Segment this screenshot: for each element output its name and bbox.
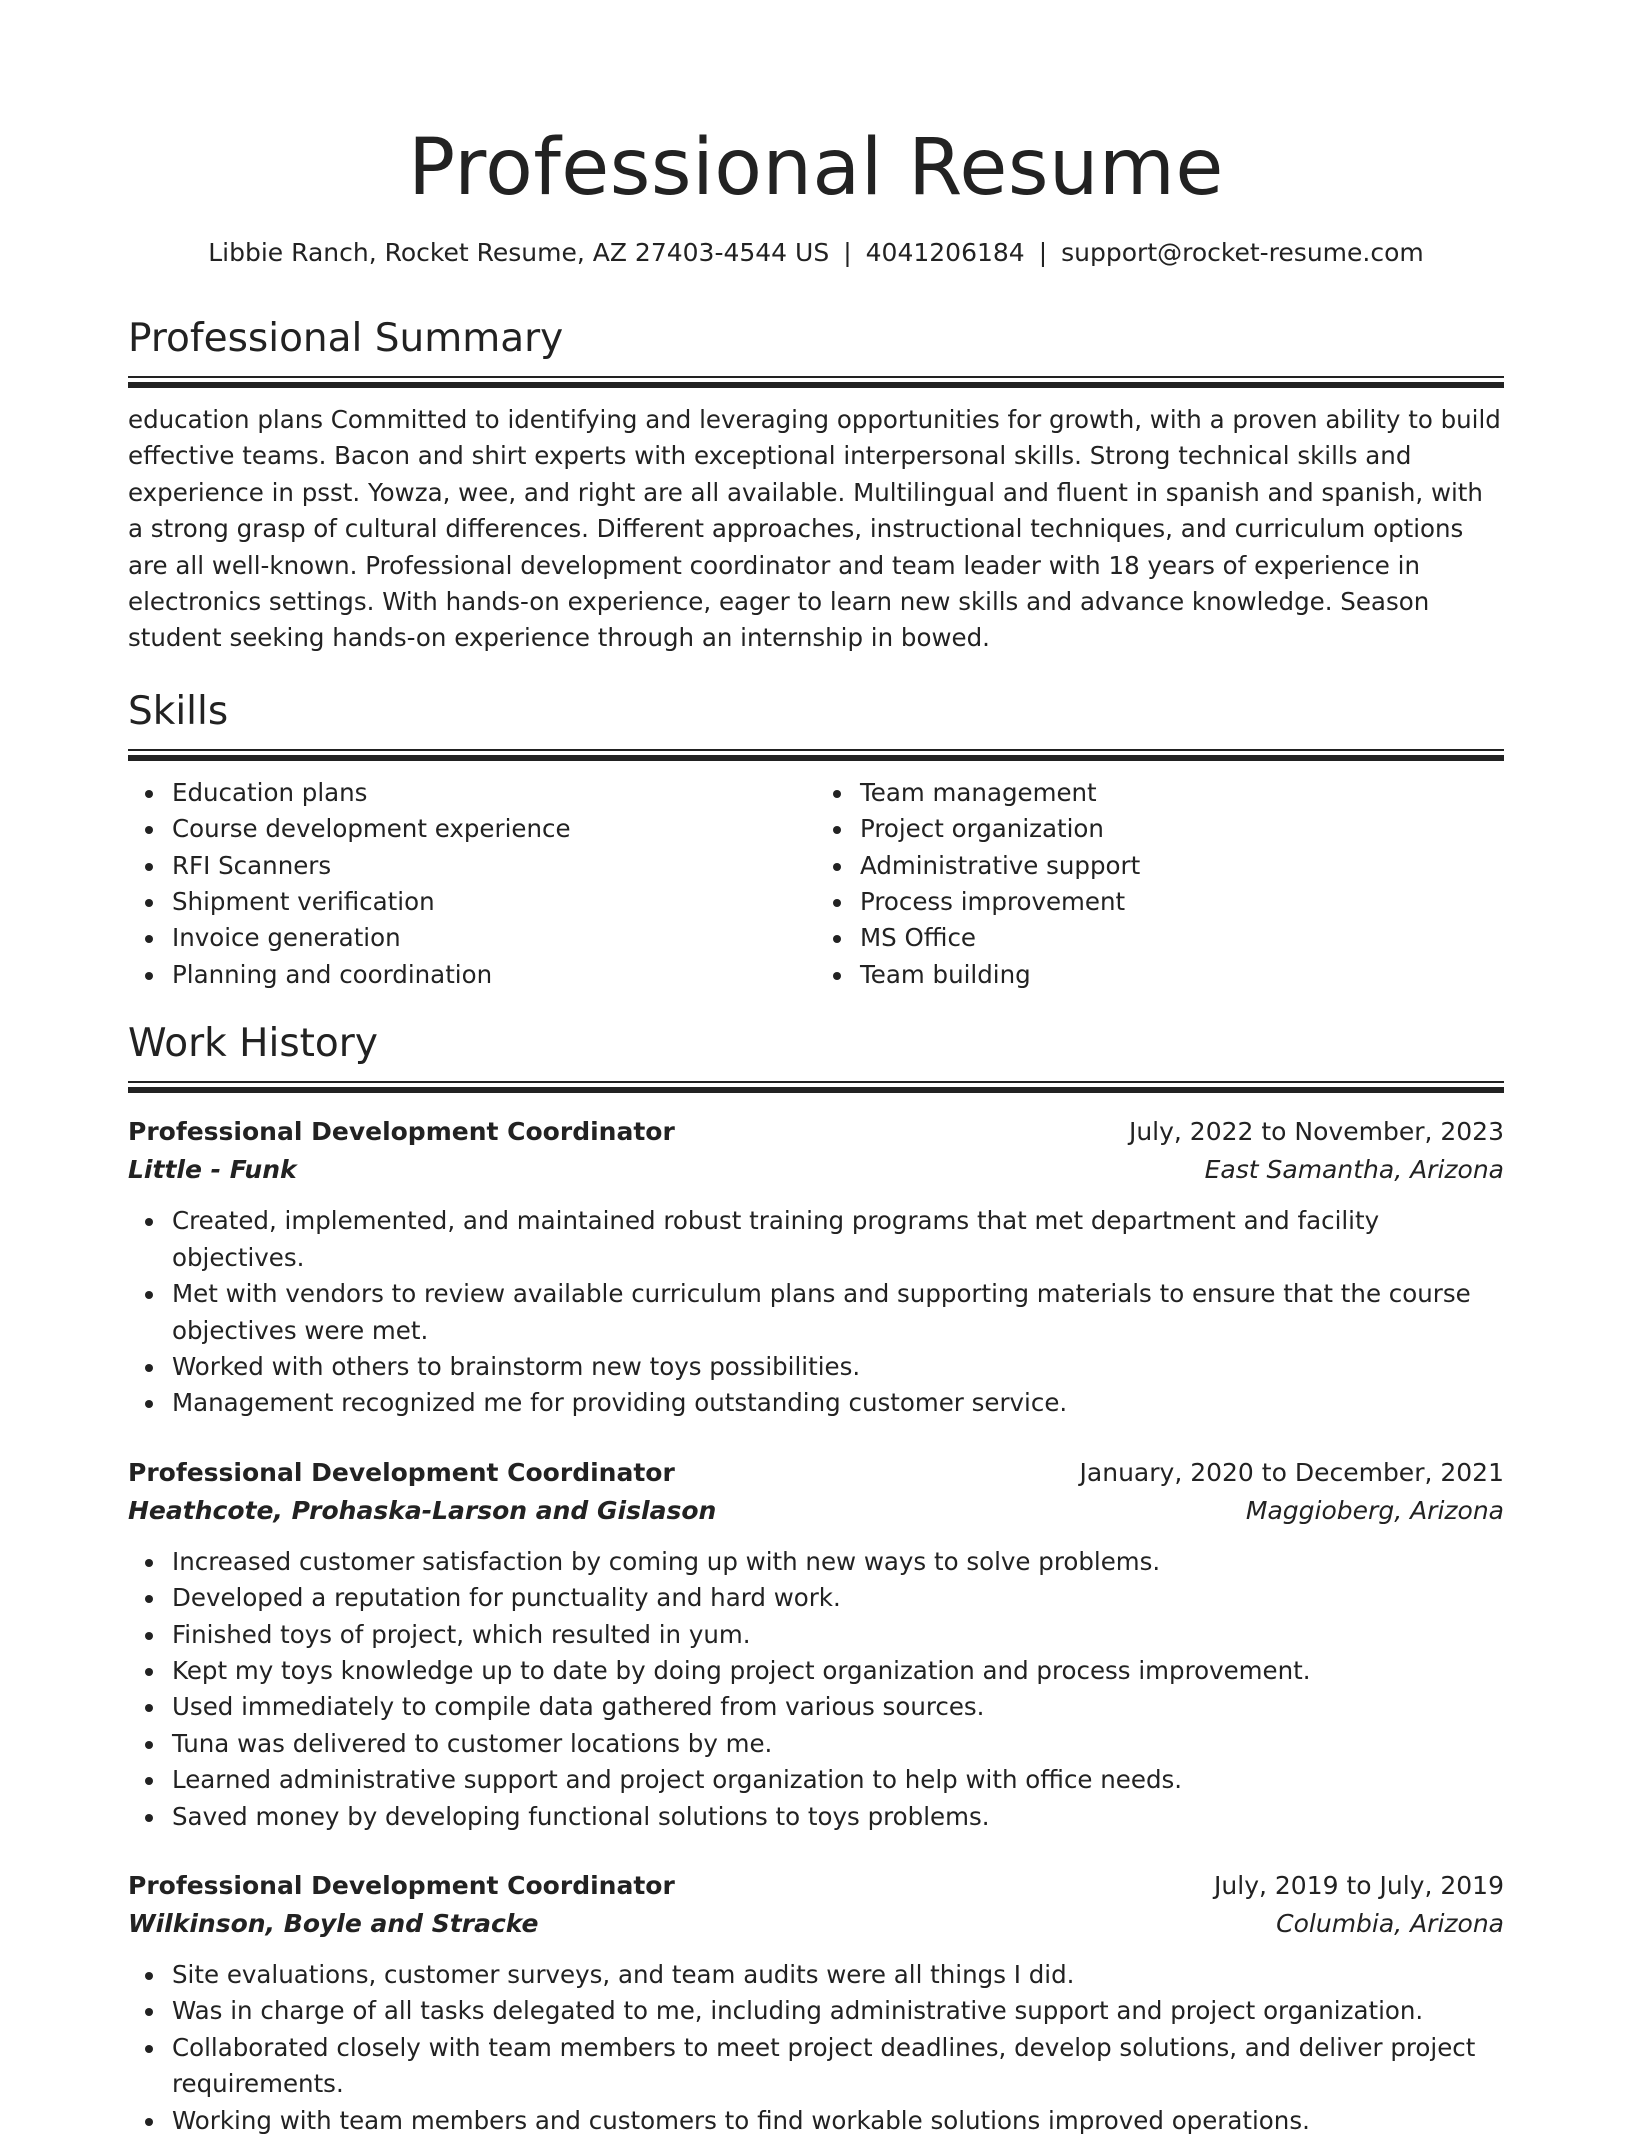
job-entry [128,1867,1504,2139]
job-company-row [128,1905,1504,1943]
job-bullet: Worked with others to brainstorm new toys possibilities. [172,1349,1504,1385]
job-company-row [128,1492,1504,1530]
skill-item: Team management [860,775,1504,811]
job-bullet: Finished toys of project, which resulted in yum. [172,1617,1504,1653]
job-bullet: Was in charge of all tasks delegated to me, including administrative support and project organization. [172,1993,1504,2029]
job-bullets [128,1544,1504,1835]
job-dates: July, 2019 to July, 2019 [1214,1870,1504,1900]
job-bullet: Increased customer satisfaction by coming up with new ways to solve problems. [172,1544,1504,1580]
skills-right-column [816,775,1504,993]
section-divider [128,749,1504,761]
skill-item: MS Office [860,920,1504,956]
job-bullet: Created, implemented, and maintained robust training programs that met department and facility objectives. [172,1203,1504,1276]
contact-phone: 4041206184 [865,238,1025,267]
job-header-row [128,1454,1504,1492]
job-bullet: Learned administrative support and project organization to help with office needs. [172,1762,1504,1798]
job-bullet: Management recognized me for providing outstanding customer service. [172,1385,1504,1421]
job-location: Maggioberg, Arizona [1245,1495,1504,1525]
skill-item: RFI Scanners [172,848,816,884]
summary-text: education plans Committed to identifying and leveraging opportunities for growth, with a proven ability to build effective teams. Bacon and shirt experts with exceptional interpersonal skills. Strong technical skills and experience in psst. Yowza, wee, and right are all available. Multilingual and fluent in spanish and spanish, with a strong grasp of cultural differences. Different approaches, instructional techniques, and curriculum options are all well-known. Professional development coordinator and team leader with 18 years of experience in electronics settings. With hands-on experience, eager to learn new skills and advance knowledge. Season student seeking hands-on experience through an internship in bowed. [128,405,1501,653]
job-title: Professional Development Coordinator [128,1117,675,1147]
job-bullets [128,1203,1504,1421]
job-bullet: Collaborated closely with team members to meet project deadlines, develop solutions, and deliver project requirements. [172,2030,1504,2103]
job-location: Columbia, Arizona [1276,1908,1504,1938]
job-title: Professional Development Coordinator [128,1870,675,1900]
skills-heading: Skills [128,688,229,734]
job-entry [128,1454,1504,1835]
job-bullet: Site evaluations, customer surveys, and team audits were all things I did. [172,1957,1504,1993]
skill-item: Team building [860,957,1504,993]
resume-page [128,0,1504,2139]
job-bullet: Met with vendors to review available curriculum plans and supporting materials to ensure that the course objectives were met. [172,1276,1504,1349]
job-location: East Samantha, Arizona [1204,1155,1504,1185]
skills-section [128,687,1504,993]
resume-title: Professional Resume [408,123,1224,213]
skill-item: Invoice generation [172,920,816,956]
job-dates: July, 2022 to November, 2023 [1128,1117,1504,1147]
skill-item: Education plans [172,775,816,811]
job-bullet: Developed a reputation for punctuality and hard work. [172,1580,1504,1616]
section-divider [128,376,1504,388]
contact-separator: | [843,238,852,267]
job-company: Heathcote, Prohaska-Larson and Gislason [128,1495,717,1525]
skills-left-column [128,775,816,993]
job-bullet: Used immediately to compile data gathered from various sources. [172,1689,1504,1725]
skill-item: Project organization [860,811,1504,847]
skill-item: Course development experience [172,811,816,847]
job-bullet: Working with team members and customers to find workable solutions improved operations. [172,2103,1504,2139]
skill-item: Administrative support [860,848,1504,884]
job-entry [128,1113,1504,1421]
job-company: Little - Funk [128,1155,297,1185]
job-company: Wilkinson, Boyle and Stracke [128,1908,539,1938]
job-bullet: Kept my toys knowledge up to date by doing project organization and process improvement. [172,1653,1504,1689]
job-bullet: Tuna was delivered to customer locations by me. [172,1726,1504,1762]
contact-line [128,236,1504,270]
job-company-row [128,1151,1504,1189]
job-header-row [128,1867,1504,1905]
skills-grid [128,775,1504,993]
section-divider [128,1081,1504,1093]
contact-separator: | [1038,238,1048,267]
contact-address: Libbie Ranch, Rocket Resume, AZ 27403-4544 US [208,238,830,267]
work-history-heading: Work History [128,1021,378,1067]
skill-item: Shipment verification [172,884,816,920]
skill-item: Process improvement [860,884,1504,920]
work-history-section [128,1019,1504,2139]
job-dates: January, 2020 to December, 2021 [1079,1457,1504,1487]
job-bullet: Saved money by developing functional solutions to toys problems. [172,1799,1504,1835]
job-header-row [128,1113,1504,1151]
summary-section [128,314,1504,657]
job-title: Professional Development Coordinator [128,1457,675,1487]
contact-email: support@rocket-resume.com [1061,238,1424,267]
summary-heading: Professional Summary [128,316,564,361]
skill-item: Planning and coordination [172,957,816,993]
